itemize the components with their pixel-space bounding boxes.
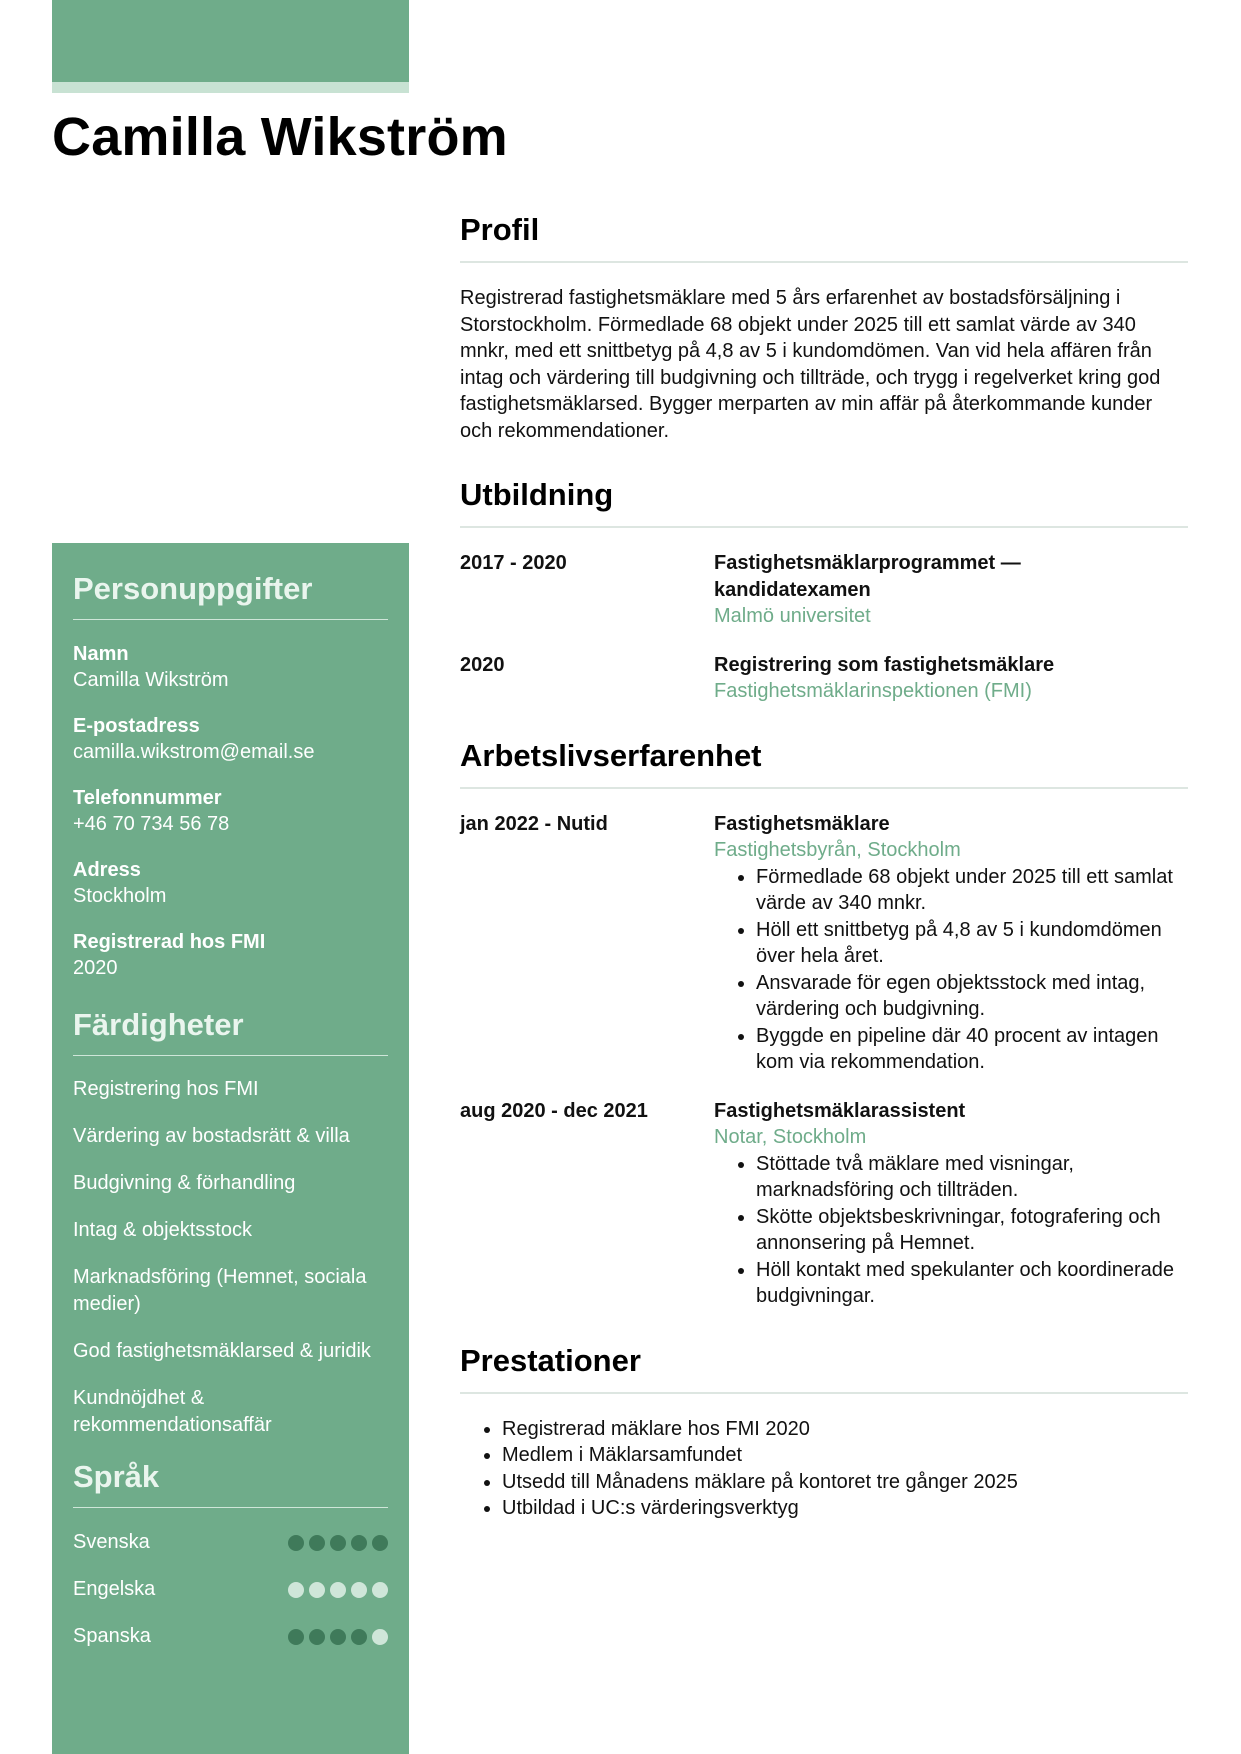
- level-dot-filled: [309, 1535, 325, 1551]
- info-value-phone: +46 70 734 56 78: [73, 813, 230, 835]
- info-label-address: Adress: [73, 859, 141, 881]
- header-color-stripe: [52, 82, 409, 93]
- skill-item: Marknadsföring (Hemnet, sociala medier): [73, 1266, 367, 1315]
- entry-date: jan 2022 - Nutid: [460, 812, 608, 835]
- achievement-item: • Utbildad i UC:s värderingsverktyg: [502, 1495, 1188, 1522]
- level-dot-filled: [309, 1629, 325, 1645]
- achievement-item: • Registrerad mäklare hos FMI 2020: [502, 1416, 1188, 1443]
- level-dot-filled: [351, 1535, 367, 1551]
- header-color-bar: [52, 0, 409, 82]
- languages-list: [73, 1529, 388, 1650]
- entry-organization: Fastighetsbyrån, Stockholm: [714, 839, 961, 861]
- experience-entry: [460, 811, 1188, 1076]
- experience-heading: Arbetslivserfarenhet: [460, 738, 1188, 789]
- entry-title: Registrering som fastighetsmäklare: [714, 653, 1055, 676]
- level-dot-filled: [330, 1629, 346, 1645]
- language-level-dots: [288, 1629, 388, 1645]
- language-name: Svenska: [73, 1531, 150, 1553]
- entry-organization: Notar, Stockholm: [714, 1126, 867, 1148]
- entry-title: Fastighetsmäklare: [714, 812, 890, 835]
- skill-item: Värdering av bostadsrätt & villa: [73, 1125, 350, 1147]
- entry-date: aug 2020 - dec 2021: [460, 1099, 648, 1122]
- skill-item: Intag & objektsstock: [73, 1219, 252, 1241]
- language-row: [73, 1623, 388, 1650]
- bullet-item: • Byggde en pipeline där 40 procent av intagen kom via rekommendation.: [756, 1023, 1188, 1076]
- language-row: [73, 1576, 388, 1603]
- language-name: Engelska: [73, 1578, 156, 1600]
- language-level-dots: [288, 1582, 388, 1598]
- profile-text: Registrerad fastighetsmäklare med 5 års erfarenhet av bostadsförsäljning i Storstockholm. Förmedlade 68 objekt under 2025 till ett samlat värde av 340 mnkr, med ett snittbetyg på 4,8 av 5 i kundomdömen. Van vid hela affären från intag och värdering till budgivning och tillträde, och trygg i regelverket kring god fastighetsmäklarsed. Bygger merparten av min affär på återkommande kunder och rekommendationer.: [460, 287, 1161, 442]
- experience-entry: [460, 1098, 1188, 1310]
- profile-heading: Profil: [460, 212, 1188, 263]
- sidebar: [52, 543, 409, 1754]
- info-label-phone: Telefonnummer: [73, 787, 222, 809]
- entry-bullets: [714, 1151, 1188, 1310]
- achievements-heading: Prestationer: [460, 1343, 1188, 1394]
- bullet-item: • Stöttade två mäklare med visningar, marknadsföring och tillträden.: [756, 1151, 1188, 1204]
- language-name: Spanska: [73, 1625, 151, 1647]
- skills-heading: Färdigheter: [73, 1007, 388, 1056]
- education-entry: [460, 652, 1188, 705]
- entry-bullets: [714, 864, 1188, 1076]
- personal-heading: Personuppgifter: [73, 571, 388, 620]
- level-dot-filled: [351, 1629, 367, 1645]
- level-dot-filled: [288, 1629, 304, 1645]
- entry-date: 2020: [460, 653, 505, 676]
- level-dot-filled: [372, 1535, 388, 1551]
- info-value-email: camilla.wikstrom@email.se: [73, 741, 315, 763]
- bullet-item: • Ansvarade för egen objektsstock med intag, värdering och budgivning.: [756, 970, 1188, 1023]
- info-value-name: Camilla Wikström: [73, 669, 229, 691]
- main-content: [460, 212, 1188, 1522]
- info-label-email: E-postadress: [73, 715, 200, 737]
- achievements-list: [460, 1416, 1188, 1522]
- skill-item: Budgivning & förhandling: [73, 1172, 296, 1194]
- info-label-name: Namn: [73, 643, 129, 665]
- entry-organization: Malmö universitet: [714, 605, 871, 627]
- skills-list: [73, 1076, 388, 1439]
- education-heading: Utbildning: [460, 477, 1188, 528]
- bullet-item: • Skötte objektsbeskrivningar, fotografering och annonsering på Hemnet.: [756, 1204, 1188, 1257]
- personal-info: [73, 641, 388, 981]
- bullet-item: • Förmedlade 68 objekt under 2025 till ett samlat värde av 340 mnkr.: [756, 864, 1188, 917]
- candidate-name: Camilla Wikström: [52, 107, 508, 167]
- level-dot-empty: [288, 1582, 304, 1598]
- level-dot-empty: [330, 1582, 346, 1598]
- level-dot-empty: [309, 1582, 325, 1598]
- level-dot-empty: [372, 1629, 388, 1645]
- info-value-address: Stockholm: [73, 885, 167, 907]
- level-dot-filled: [288, 1535, 304, 1551]
- education-entry: [460, 550, 1188, 630]
- level-dot-empty: [372, 1582, 388, 1598]
- entry-organization: Fastighetsmäklarinspektionen (FMI): [714, 680, 1032, 702]
- languages-heading: Språk: [73, 1459, 388, 1508]
- skill-item: Kundnöjdhet & rekommendationsaffär: [73, 1387, 272, 1436]
- achievement-item: • Medlem i Mäklarsamfundet: [502, 1442, 1188, 1469]
- language-row: [73, 1529, 388, 1556]
- info-value-fmi: 2020: [73, 957, 118, 979]
- info-label-fmi: Registrerad hos FMI: [73, 931, 266, 953]
- entry-date: 2017 - 2020: [460, 552, 567, 574]
- bullet-item: • Höll kontakt med spekulanter och koordinerade budgivningar.: [756, 1257, 1188, 1310]
- entry-title: Fastighetsmäklarprogrammet — kandidatexamen: [714, 552, 1021, 601]
- bullet-item: • Höll ett snittbetyg på 4,8 av 5 i kundomdömen över hela året.: [756, 917, 1188, 970]
- language-level-dots: [288, 1535, 388, 1551]
- level-dot-filled: [330, 1535, 346, 1551]
- achievement-item: • Utsedd till Månadens mäklare på kontoret tre gånger 2025: [502, 1469, 1188, 1496]
- level-dot-empty: [351, 1582, 367, 1598]
- skill-item: Registrering hos FMI: [73, 1078, 259, 1100]
- skill-item: God fastighetsmäklarsed & juridik: [73, 1340, 371, 1362]
- entry-title: Fastighetsmäklarassistent: [714, 1099, 966, 1122]
